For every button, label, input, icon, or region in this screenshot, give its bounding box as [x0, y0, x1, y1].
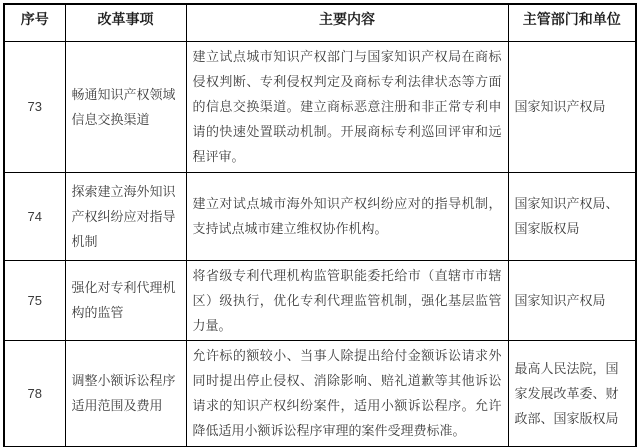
department-unit: 最高人民法院，国家发展改革委、财政部、国家版权局 — [508, 340, 636, 447]
column-header-reform-item: 改革事项 — [65, 4, 186, 41]
column-header-number: 序号 — [4, 4, 65, 41]
table-row — [4, 172, 636, 260]
main-content: 建立试点城市知识产权部门与国家知识产权局在商标侵权判断、专利侵权判定及商标专利法律状态等方面的信息交换渠道。建立商标恶意注册和非正常专利申请的快速处置联动机制。开展商标专利巡回评审和远程评审。 — [186, 41, 508, 172]
row-number: 75 — [4, 260, 65, 340]
column-header-main-content: 主要内容 — [186, 4, 508, 41]
row-number: 73 — [4, 41, 65, 172]
table-header-row — [4, 4, 636, 41]
main-content: 允许标的额较小、当事人除提出给付金额诉讼请求外同时提出停止侵权、消除影响、赔礼道歉等其他诉讼请求的知识产权纠纷案件，适用小额诉讼程序。允许降低适用小额诉讼程序审理的案件受理费标准。 — [186, 340, 508, 447]
table-row — [4, 41, 636, 172]
reform-item: 调整小额诉讼程序适用范围及费用 — [65, 340, 186, 447]
main-content: 将省级专利代理机构监管职能委托给市（直辖市市辖区）级执行，优化专利代理监管机制，强化基层监管力量。 — [186, 260, 508, 340]
column-header-department: 主管部门和单位 — [508, 4, 636, 41]
row-number: 78 — [4, 340, 65, 447]
reform-item: 探索建立海外知识产权纠纷应对指导机制 — [65, 172, 186, 260]
reform-item: 畅通知识产权领域信息交换渠道 — [65, 41, 186, 172]
department-unit: 国家知识产权局 — [508, 41, 636, 172]
department-unit: 国家知识产权局、国家版权局 — [508, 172, 636, 260]
reform-measures-table — [3, 3, 637, 447]
reform-item: 强化对专利代理机构的监管 — [65, 260, 186, 340]
main-content: 建立对试点城市海外知识产权纠纷应对的指导机制，支持试点城市建立维权协作机构。 — [186, 172, 508, 260]
table-row — [4, 260, 636, 340]
department-unit: 国家知识产权局 — [508, 260, 636, 340]
table-row — [4, 340, 636, 447]
row-number: 74 — [4, 172, 65, 260]
